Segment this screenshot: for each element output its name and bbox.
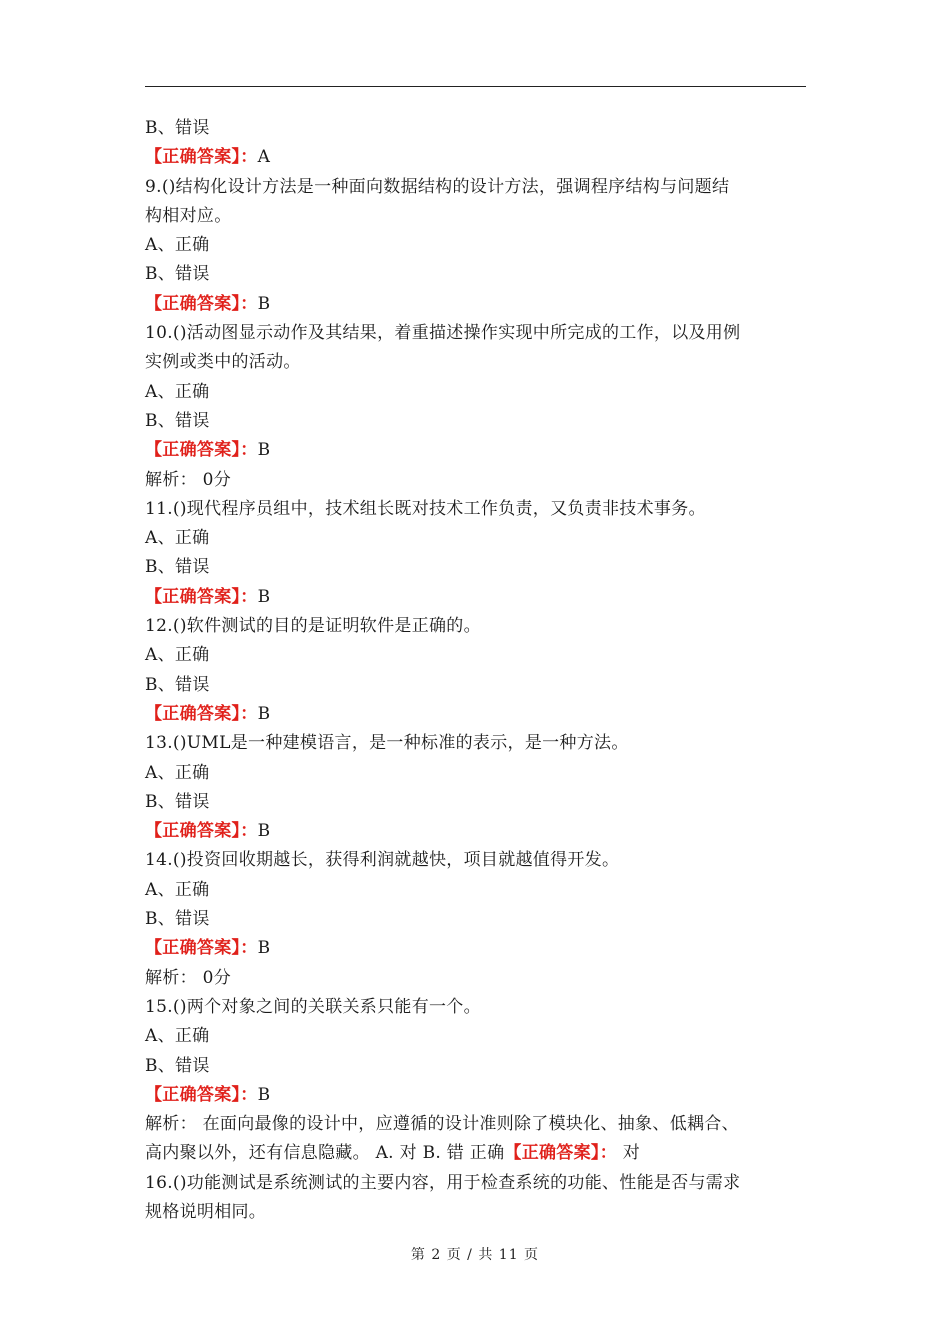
correct-answer-line xyxy=(145,583,807,612)
explanation-text: 高内聚以外，还有信息隐藏。 A. 对 B. 错 正确 xyxy=(145,1143,505,1164)
text-line: A、正确 xyxy=(145,235,210,256)
text-line: A、正确 xyxy=(145,879,210,900)
text-line: B、错误 xyxy=(145,557,210,578)
correct-answer-label: 【正确答案】： xyxy=(145,440,258,461)
page-footer: 第 2 页 / 共 11 页 xyxy=(410,1247,540,1263)
correct-answer-value: B xyxy=(257,440,271,461)
text-line: B、错误 xyxy=(145,674,210,695)
correct-answer-label: 【正确答案】： xyxy=(145,821,258,842)
text-line: B、错误 xyxy=(145,1055,210,1076)
text-line: 实例或类中的活动。 xyxy=(145,352,301,373)
correct-answer-line xyxy=(145,143,807,172)
document-body xyxy=(145,114,807,1227)
correct-answer-label: 【正确答案】： xyxy=(145,147,258,168)
text-line: 15.()两个对象之间的关联关系只能有一个。 xyxy=(145,996,481,1017)
text-line: 11.()现代程序员组中，技术组长既对技术工作负责，又负责非技术事务。 xyxy=(145,498,706,519)
text-line: 13.()UML是一种建模语言，是一种标准的表示，是一种方法。 xyxy=(145,733,629,754)
text-line: 10.()活动图显示动作及其结果，着重描述操作实现中所完成的工作，以及用例 xyxy=(145,323,741,344)
text-line: 构相对应。 xyxy=(145,205,232,226)
correct-answer-label: 【正确答案】： xyxy=(504,1143,618,1164)
text-line: 14.()投资回收期越长，获得利润就越快，项目就越值得开发。 xyxy=(145,850,620,871)
correct-answer-value: 对 xyxy=(617,1143,641,1164)
text-line: 12.()软件测试的目的是证明软件是正确的。 xyxy=(145,616,481,637)
text-line: 解析： 0分 xyxy=(145,967,232,988)
text-line: A、正确 xyxy=(145,645,210,666)
text-line: A、正确 xyxy=(145,1026,210,1047)
correct-answer-value: B xyxy=(257,703,271,724)
correct-answer-label: 【正确答案】： xyxy=(145,938,258,959)
text-line: 解析： 在面向最像的设计中，应遵循的设计准则除了模块化、抽象、低耦合、 xyxy=(145,1114,739,1135)
text-line: 解析： 0分 xyxy=(145,469,232,490)
correct-answer-value: A xyxy=(257,147,271,168)
correct-answer-label: 【正确答案】： xyxy=(145,293,258,314)
text-line: B、错误 xyxy=(145,909,210,930)
text-line: 规格说明相同。 xyxy=(145,1201,267,1222)
text-line: 9.()结构化设计方法是一种面向数据结构的设计方法，强调程序结构与问题结 xyxy=(145,176,730,197)
correct-answer-line xyxy=(145,700,807,729)
correct-answer-label: 【正确答案】： xyxy=(145,586,258,607)
text-line: A、正确 xyxy=(145,528,210,549)
text-line: A、正确 xyxy=(145,381,210,402)
text-line: B、错误 xyxy=(145,791,210,812)
text-line: 16.()功能测试是系统测试的主要内容，用于检查系统的功能、性能是否与需求 xyxy=(145,1172,741,1193)
correct-answer-line xyxy=(145,1081,807,1110)
correct-answer-line xyxy=(145,290,807,319)
correct-answer-value: B xyxy=(257,586,271,607)
text-line: B、错误 xyxy=(145,118,210,138)
correct-answer-value: B xyxy=(257,1084,271,1105)
correct-answer-line xyxy=(145,934,807,963)
correct-answer-label: 【正确答案】： xyxy=(145,1084,258,1105)
correct-answer-line xyxy=(145,817,807,846)
correct-answer-value: B xyxy=(257,938,271,959)
correct-answer-value: B xyxy=(257,821,271,842)
correct-answer-label: 【正确答案】： xyxy=(145,703,258,724)
text-line: B、错误 xyxy=(145,410,210,431)
correct-answer-value: B xyxy=(257,293,271,314)
text-line: A、正确 xyxy=(145,762,210,783)
explanation-line xyxy=(145,1139,807,1168)
text-line: B、错误 xyxy=(145,264,210,285)
header-rule xyxy=(145,86,806,87)
correct-answer-line xyxy=(145,436,807,465)
